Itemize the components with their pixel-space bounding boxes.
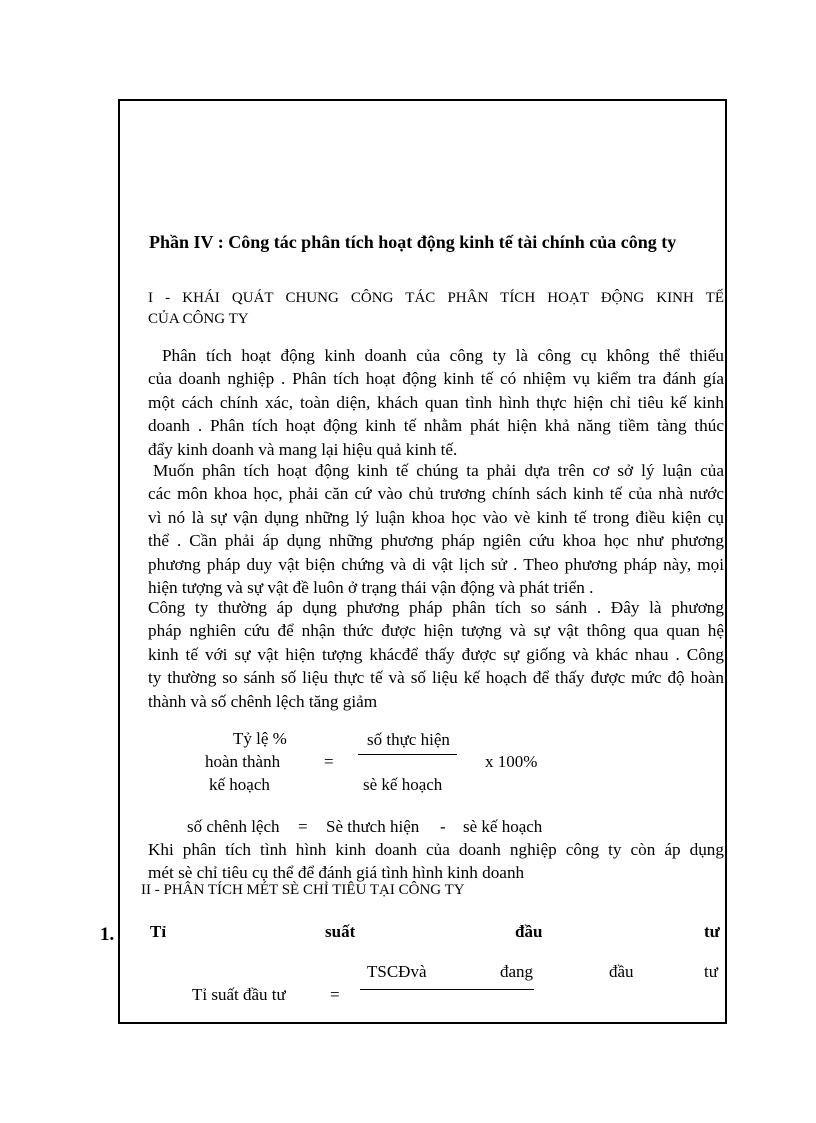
formula2-minus: -	[440, 817, 446, 836]
paragraph-line: Phân tích hoạt động kinh doanh của công ty là công cụ không thể thiếu	[162, 346, 724, 365]
formula3-numerator-word: đang	[500, 962, 534, 981]
formula3-numerator-word: tư	[704, 962, 718, 981]
paragraph-line: các môn khoa học, phải căn cứ vào chủ trương chính sách kinh tế của nhà nước	[148, 484, 724, 504]
section-heading-1-line2: CỦA CÔNG TY	[148, 311, 249, 327]
section-heading-1	[148, 288, 724, 330]
formula2-term2: sè kế hoạch	[463, 817, 543, 836]
paragraph-line: Muốn phân tích hoạt động kinh tế chúng ta phải dựa trên cơ sở lý luận của	[153, 461, 724, 480]
paragraph-line: thành và số chênh lệch tăng giảm	[148, 691, 378, 711]
paragraph-line: hiện tượng và sự vật đề luôn ở trạng thái vận động và phát triển .	[148, 578, 594, 598]
page-title: Phần IV : Công tác phân tích hoạt động kinh tế tài chính của công ty	[149, 232, 677, 252]
paragraph-4	[148, 838, 724, 885]
paragraph-line: doanh . Phân tích hoạt động kinh tế nhằm phát hiện khả năng tiềm tàng thúc	[148, 416, 724, 436]
formula-multiplier: x 100%	[485, 752, 538, 771]
formula2-term1: Sè thưch hiện	[326, 817, 420, 836]
formula-numerator: số thực hiện	[367, 730, 450, 749]
formula3-equals: =	[330, 985, 340, 1004]
paragraph-1	[148, 344, 724, 461]
paragraph-3	[148, 596, 724, 713]
formula-equals: =	[324, 752, 334, 771]
fraction-bar	[360, 989, 534, 990]
formula-lhs-line2: hoàn thành	[205, 752, 281, 771]
section-heading-2: II - PHÂN TÍCH MÉT SÈ CHỈ TIÊU TẠI CÔNG TY	[141, 882, 465, 898]
paragraph-line: thể . Cần phải áp dụng những phương pháp ngiên cứu khoa học như phương	[148, 531, 724, 551]
formula3-lhs: Tỉ suất đầu tư	[192, 985, 286, 1004]
formula-lhs-line1: Tỷ lệ %	[233, 729, 287, 748]
formula3-numerator-word: TSCĐvà	[367, 962, 427, 981]
paragraph-line: phương pháp duy vật biện chứng và di vật lịch sử . Theo phương pháp này, mọi	[148, 554, 724, 574]
paragraph-line: Khi phân tích tình hình kinh doanh của doanh nghiệp công ty còn áp dụng	[148, 840, 724, 859]
formula2-equals: =	[298, 817, 308, 836]
formula-denominator: sè kế hoạch	[363, 775, 443, 794]
paragraph-line: đẩy kinh doanh và mang lại hiệu quả kinh tế.	[148, 439, 458, 459]
formula2-lhs: số chênh lệch	[187, 817, 280, 836]
heading-word: suất	[325, 922, 356, 941]
paragraph-line: pháp nghiên cứu để nhận thức được hiện tượng và sự vật thông qua quan hệ	[148, 621, 724, 641]
fraction-bar	[358, 754, 457, 755]
section-heading-1-line1: I - KHÁI QUÁT CHUNG CÔNG TÁC PHÂN TÍCH HOẠT ĐỘNG KINH TẾ	[148, 290, 724, 306]
paragraph-line: ty thường so sánh số liệu thực tế và số liệu kế hoạch để thấy được mức độ hoàn	[148, 668, 724, 688]
paragraph-line: một cách chính xác, toàn diện, khách quan tình hình thực hiện chỉ tiêu kế kinh	[148, 392, 724, 412]
heading-number: 1.	[100, 924, 115, 945]
heading-word: đầu	[515, 922, 543, 941]
formula-lhs-line3: kế hoạch	[209, 775, 270, 794]
paragraph-2	[148, 459, 724, 599]
formula3-numerator-word: đầu	[609, 962, 634, 981]
paragraph-line: vì nó là sự vận dụng những lý luận khoa học vào vè kinh tế trong điều kiện cụ	[148, 507, 724, 527]
heading-word: Tỉ	[150, 922, 167, 941]
paragraph-line: mét sè chỉ tiêu cụ thể để đánh giá tình hình kinh doanh	[148, 863, 525, 883]
paragraph-line: kinh tế với sự vật hiện tượng khácđể thấy được sự giống và khác nhau . Công	[148, 644, 724, 664]
heading-word: tư	[704, 922, 720, 941]
paragraph-line: của doanh nghiệp . Phân tích hoạt động kinh tế có nhiệm vụ kiểm tra đánh gía	[148, 369, 724, 389]
paragraph-line: Công ty thường áp dụng phương pháp phân tích so sánh . Đây là phương	[148, 598, 724, 617]
